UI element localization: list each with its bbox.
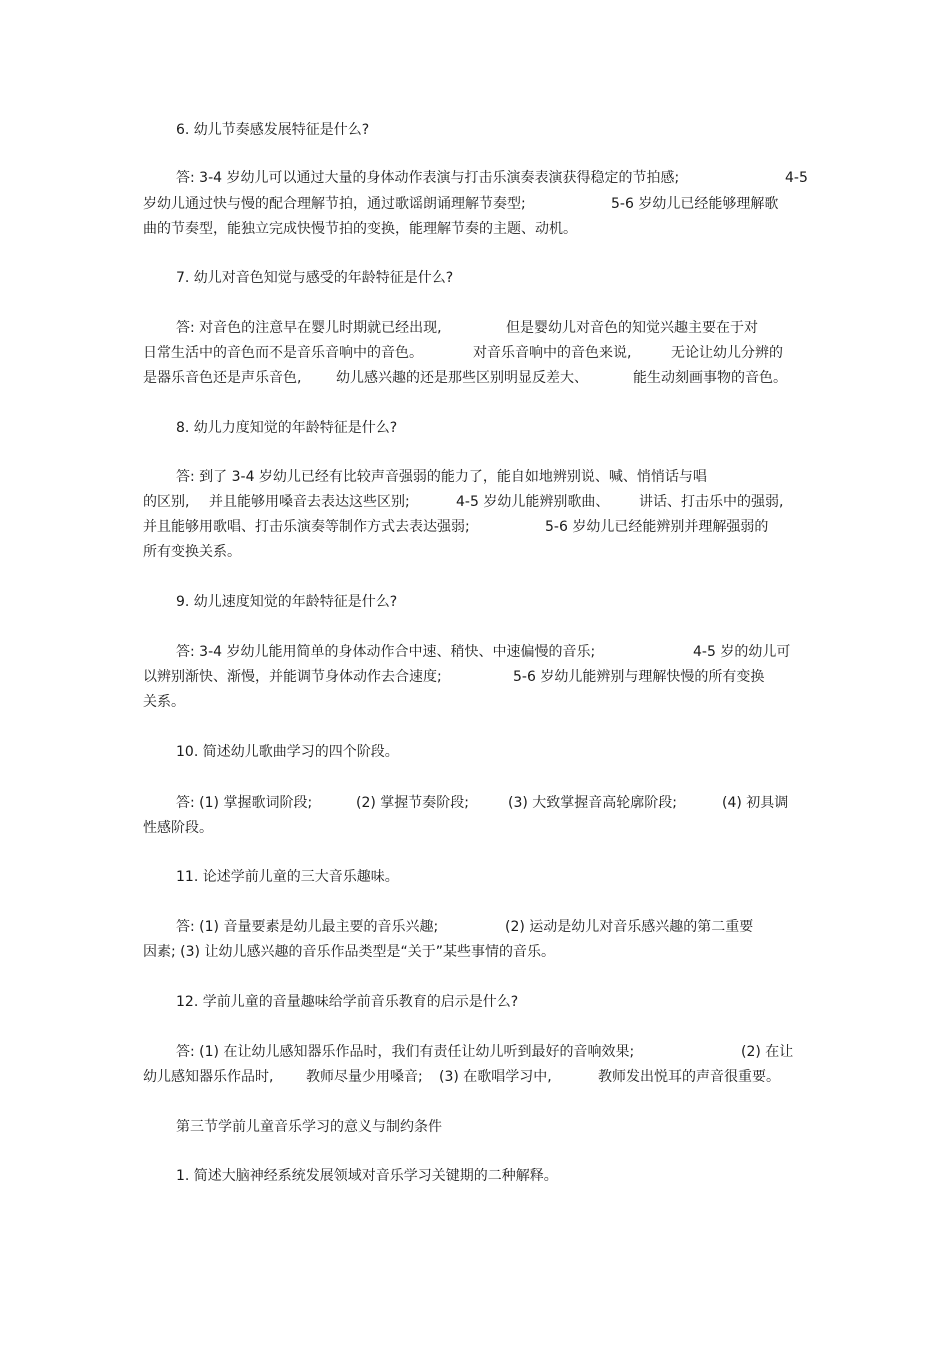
text-segment: 无论让幼儿分辨的	[671, 345, 783, 361]
text-segment: 5-6 岁幼儿已经能辨别并理解强弱的	[545, 519, 769, 535]
text-segment: (3) 大致掌握音高轮廓阶段;	[508, 795, 677, 811]
answer-9-line-1	[176, 642, 791, 662]
text-segment: 日常生活中的音色而不是音乐音响中的音色。	[143, 345, 423, 361]
answer-7-line-3	[143, 368, 787, 388]
text-segment: 对音乐音响中的音色来说,	[473, 345, 632, 361]
answer-8-line-2	[143, 492, 784, 512]
question-9: 9. 幼儿速度知觉的年龄特征是什么?	[176, 594, 398, 610]
text-segment: 4-5 岁幼儿能辨别歌曲、	[456, 494, 610, 510]
text-segment: 5-6 岁幼儿能辨别与理解快慢的所有变换	[513, 669, 765, 685]
answer-11-line-2	[143, 942, 555, 962]
text-segment: (3) 在歌唱学习中,	[439, 1069, 552, 1085]
question-8: 8. 幼儿力度知觉的年龄特征是什么?	[176, 420, 398, 436]
answer-7-line-1	[176, 318, 758, 338]
question-6: 6. 幼儿节奏感发展特征是什么?	[176, 122, 370, 138]
text-segment: 答: 3-4 岁幼儿可以通过大量的身体动作表演与打击乐演奏表演获得稳定的节拍感;	[176, 170, 680, 186]
answer-10-line-1	[176, 793, 789, 813]
text-segment: 的区别,	[143, 494, 190, 510]
text-segment: 教师尽量少用嗓音;	[306, 1069, 423, 1085]
text-segment: 以辨别渐快、渐慢，并能调节身体动作去合速度;	[143, 669, 442, 685]
question-11: 11. 论述学前儿童的三大音乐趣味。	[176, 869, 399, 885]
answer-12-line-1	[176, 1042, 794, 1062]
text-segment: 但是婴幼儿对音色的知觉兴趣主要在于对	[506, 320, 758, 336]
text-segment: 4-5 岁的幼儿可	[693, 644, 791, 660]
answer-9-line-3	[143, 692, 185, 712]
answer-8-line-1	[176, 467, 707, 487]
text-segment: 答: (1) 在让幼儿感知器乐作品时，我们有责任让幼儿听到最好的音响效果;	[176, 1044, 635, 1060]
text-segment: 幼儿感知器乐作品时,	[143, 1069, 274, 1085]
question-10: 10. 简述幼儿歌曲学习的四个阶段。	[176, 744, 399, 760]
text-segment: 岁幼儿通过快与慢的配合理解节拍，通过歌谣朗诵理解节奏型;	[143, 196, 526, 212]
question-12: 12. 学前儿童的音量趣味给学前音乐教育的启示是什么?	[176, 994, 519, 1010]
section-question-1: 1. 简述大脑神经系统发展领域对音乐学习关键期的二种解释。	[176, 1168, 558, 1184]
text-segment: 答: (1) 音量要素是幼儿最主要的音乐兴趣;	[176, 919, 439, 935]
text-segment: 因素; (3) 让幼儿感兴趣的音乐作品类型是“关于”某些事情的音乐。	[143, 944, 555, 960]
text-segment: 答: 对音色的注意早在婴儿时期就已经出现,	[176, 320, 442, 336]
text-segment: 所有变换关系。	[143, 544, 241, 560]
text-segment: 并且能够用歌唱、打击乐演奏等制作方式去表达强弱;	[143, 519, 470, 535]
question-7: 7. 幼儿对音色知觉与感受的年龄特征是什么?	[176, 270, 454, 286]
text-segment: 关系。	[143, 694, 185, 710]
section-heading: 第三节学前儿童音乐学习的意义与制约条件	[176, 1119, 442, 1135]
text-segment: 能生动刻画事物的音色。	[633, 370, 787, 386]
text-segment: 答: 3-4 岁幼儿能用简单的身体动作合中速、稍快、中速偏慢的音乐;	[176, 644, 596, 660]
text-segment: 并且能够用嗓音去表达这些区别;	[209, 494, 410, 510]
answer-11-line-1	[176, 917, 754, 937]
text-segment: 曲的节奏型，能独立完成快慢节拍的变换，能理解节奏的主题、动机。	[143, 221, 577, 237]
text-segment: (2) 在让	[741, 1044, 794, 1060]
text-segment: 4-5	[785, 170, 808, 186]
answer-6-line-3	[143, 219, 577, 239]
answer-7-line-2	[143, 343, 783, 363]
answer-12-line-2	[143, 1067, 780, 1087]
text-segment: 5-6 岁幼儿已经能够理解歌	[611, 196, 779, 212]
text-segment: 教师发出悦耳的声音很重要。	[598, 1069, 780, 1085]
answer-8-line-3	[143, 517, 769, 537]
answer-10-line-2	[143, 818, 213, 838]
text-segment: (2) 掌握节奏阶段;	[356, 795, 469, 811]
text-segment: 答: 到了 3-4 岁幼儿已经有比较声音强弱的能力了，能自如地辨别说、喊、悄悄话与唱	[176, 469, 707, 485]
text-segment: 讲话、打击乐中的强弱,	[639, 494, 784, 510]
answer-9-line-2	[143, 667, 765, 687]
text-segment: 答: (1) 掌握歌词阶段;	[176, 795, 313, 811]
answer-8-line-4	[143, 542, 241, 562]
text-segment: (4) 初具调	[722, 795, 789, 811]
text-segment: (2) 运动是幼儿对音乐感兴趣的第二重要	[505, 919, 754, 935]
text-segment: 幼儿感兴趣的还是那些区别明显反差大、	[336, 370, 588, 386]
text-segment: 性感阶段。	[143, 820, 213, 836]
answer-6-line-2	[143, 194, 779, 214]
text-segment: 是器乐音色还是声乐音色,	[143, 370, 302, 386]
answer-6-line-1	[176, 168, 808, 188]
